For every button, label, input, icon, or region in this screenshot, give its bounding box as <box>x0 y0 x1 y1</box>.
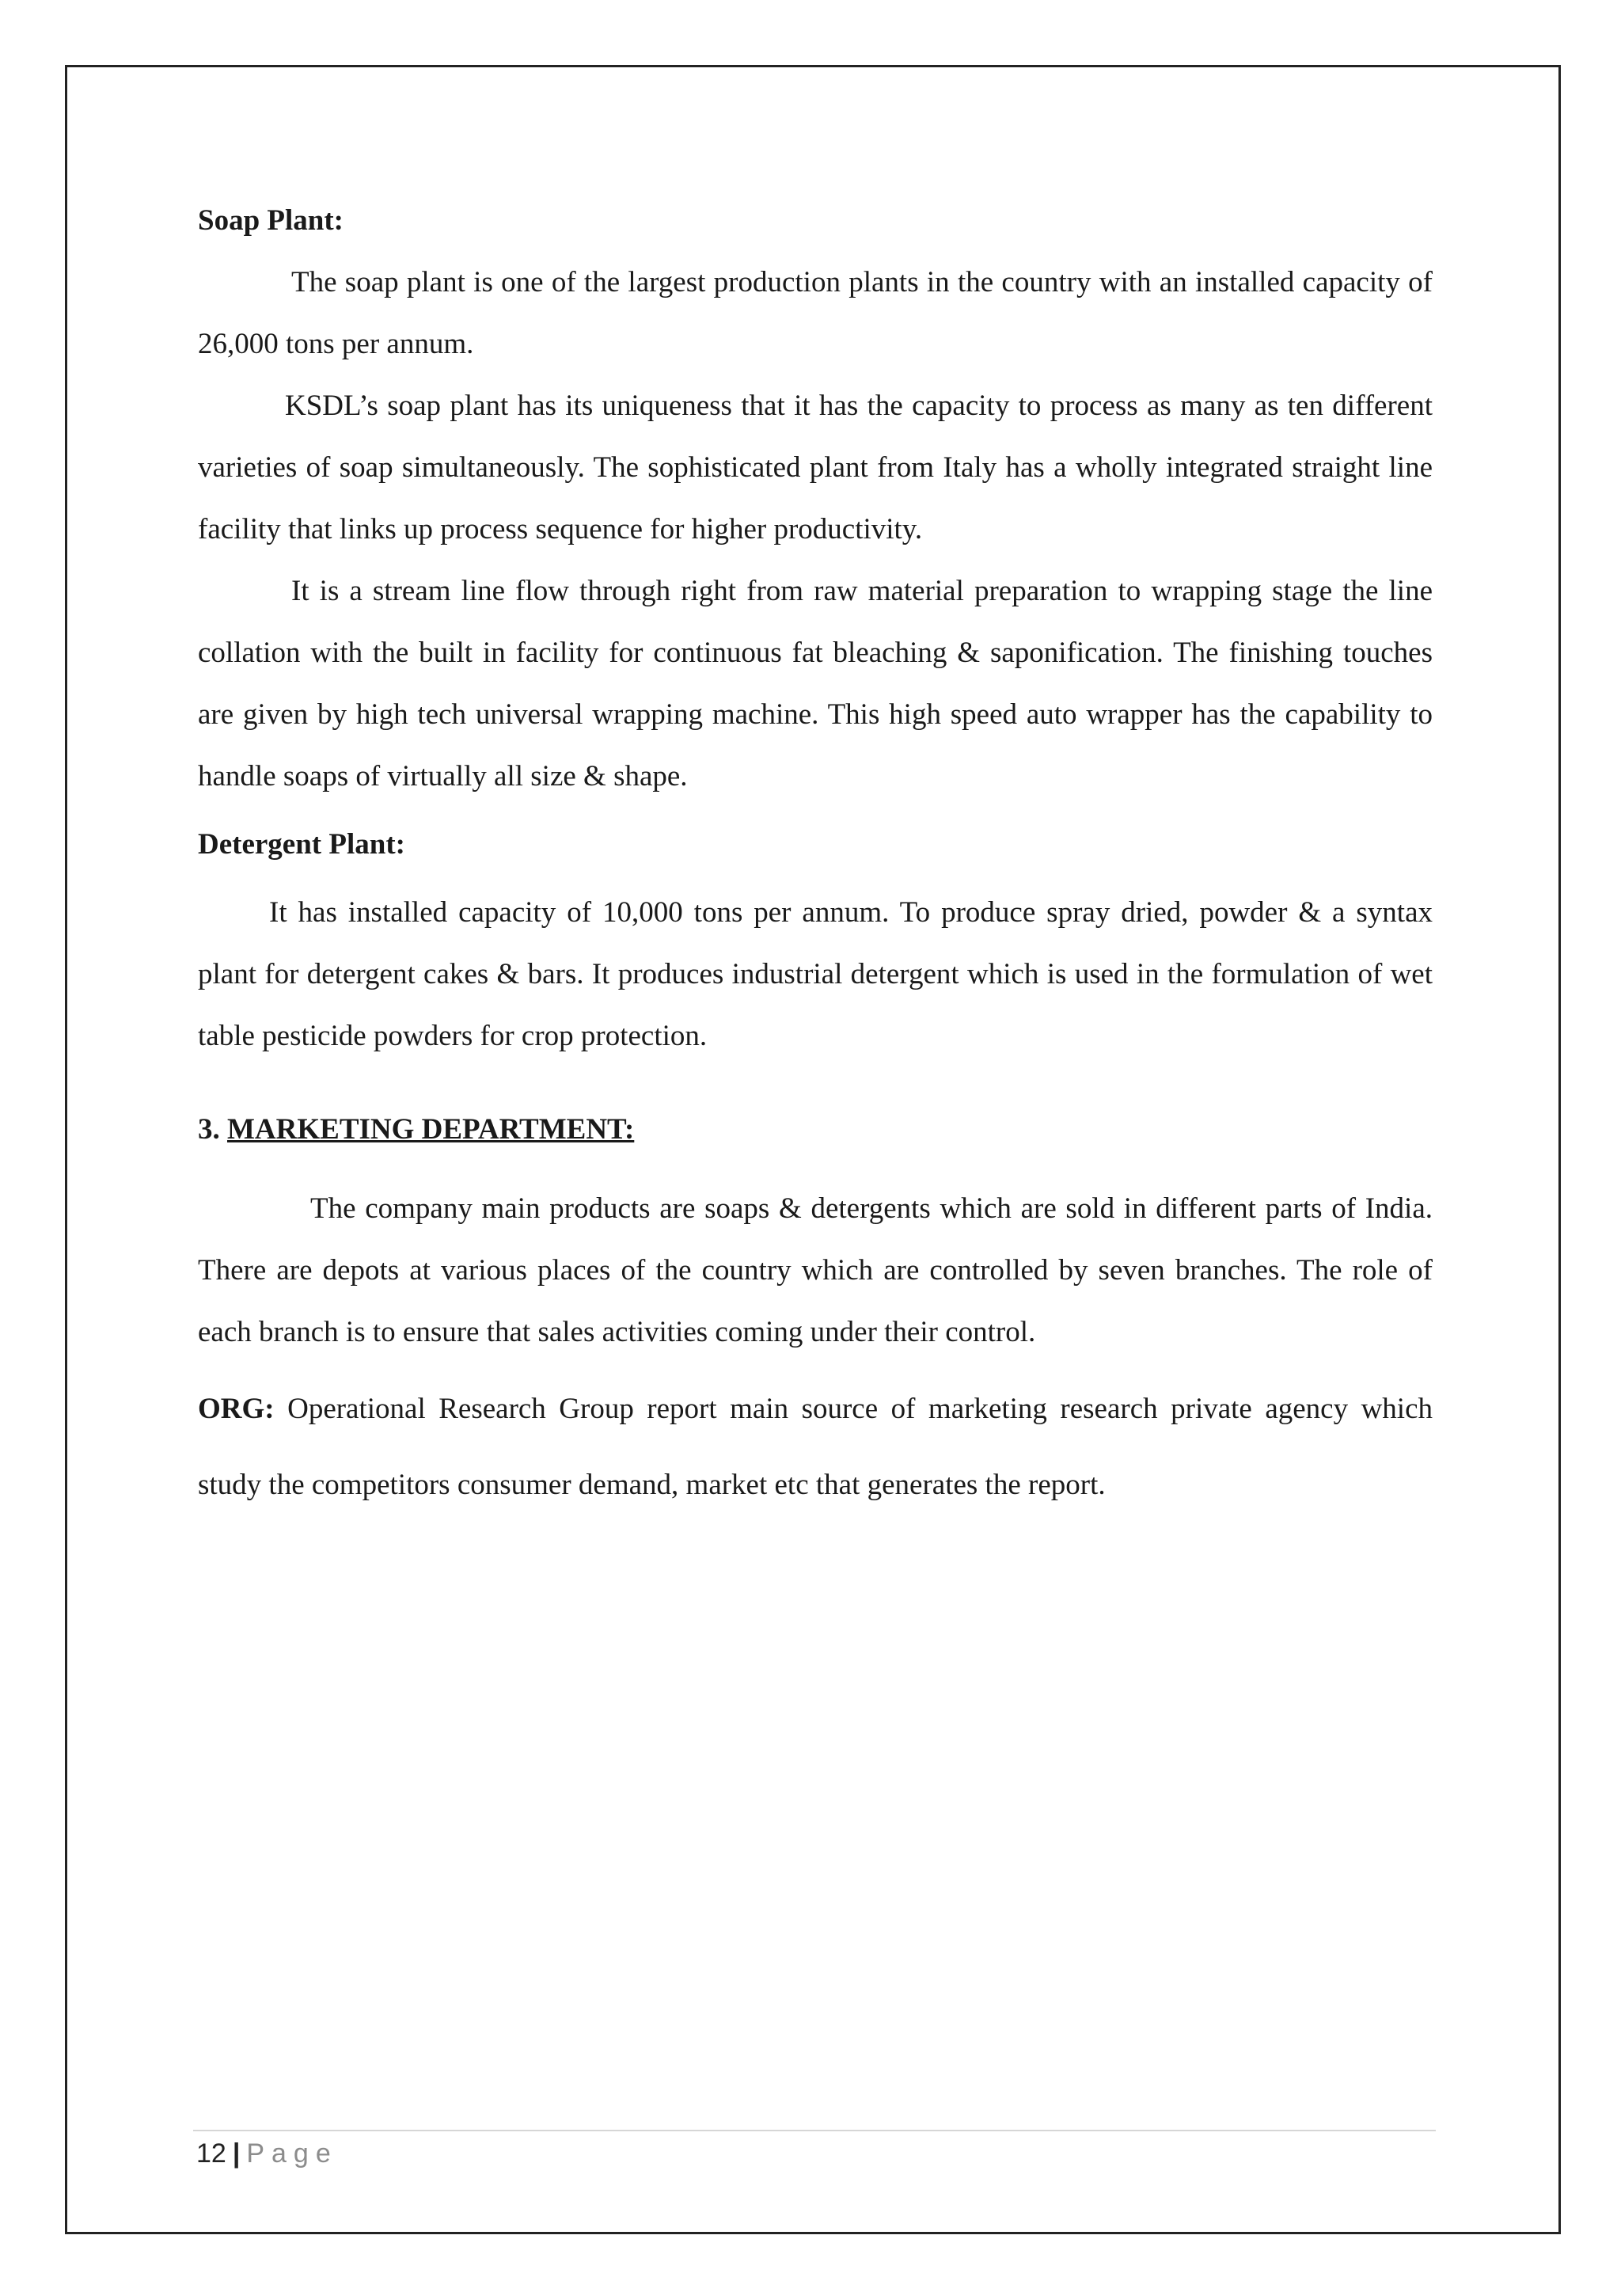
page-footer <box>196 2136 338 2171</box>
section-number: 3. <box>198 1113 220 1146</box>
detergent-plant-paragraph: It has installed capacity of 10,000 tons per annum. To produce spray dried, powder & a syntax plant for detergent cakes & bars. It produces industrial detergent which is used in the formulation of wet table pesticide powders for crop protection. <box>198 896 1433 1052</box>
marketing-heading-text: MARKETING DEPARTMENT: <box>227 1113 635 1146</box>
page-label: Page <box>246 2138 338 2169</box>
page-number: 12 <box>196 2138 226 2169</box>
marketing-department-heading <box>198 1099 1433 1161</box>
marketing-paragraph: The company main products are soaps & detergents which are sold in different parts of India. There are depots at various places of the country which are controlled by seven branches. The role of each branch is to ensure that sales activities coming under their control. <box>198 1192 1433 1348</box>
org-text: Operational Research Group report main source of marketing research private agency which study the competitors consumer demand, market etc that generates the report. <box>198 1393 1433 1501</box>
footer-divider <box>193 2130 1436 2131</box>
org-paragraph <box>198 1371 1433 1523</box>
org-label: ORG: <box>198 1393 275 1425</box>
soap-plant-paragraph-2: KSDL’s soap plant has its uniqueness that it has the capacity to process as many as ten different varieties of soap simultaneously. The sophisticated plant from Italy has a wholly integrated straight line facility that links up process sequence for higher productivity. <box>198 390 1433 545</box>
detergent-plant-heading: Detergent Plant: <box>198 828 405 861</box>
page-content <box>198 190 1433 1523</box>
soap-plant-heading: Soap Plant: <box>198 204 344 237</box>
footer-separator: | <box>232 2138 241 2169</box>
soap-plant-paragraph-3: It is a stream line flow through right from raw material preparation to wrapping stage the line collation with the built in facility for continuous fat bleaching & saponification. The finishing touches are given by high tech universal wrapping machine. This high speed auto wrapper has the capability to handle soaps of virtually all size & shape. <box>198 575 1433 793</box>
soap-plant-paragraph-1: The soap plant is one of the largest production plants in the country with an installed capacity of 26,000 tons per annum. <box>198 266 1433 360</box>
